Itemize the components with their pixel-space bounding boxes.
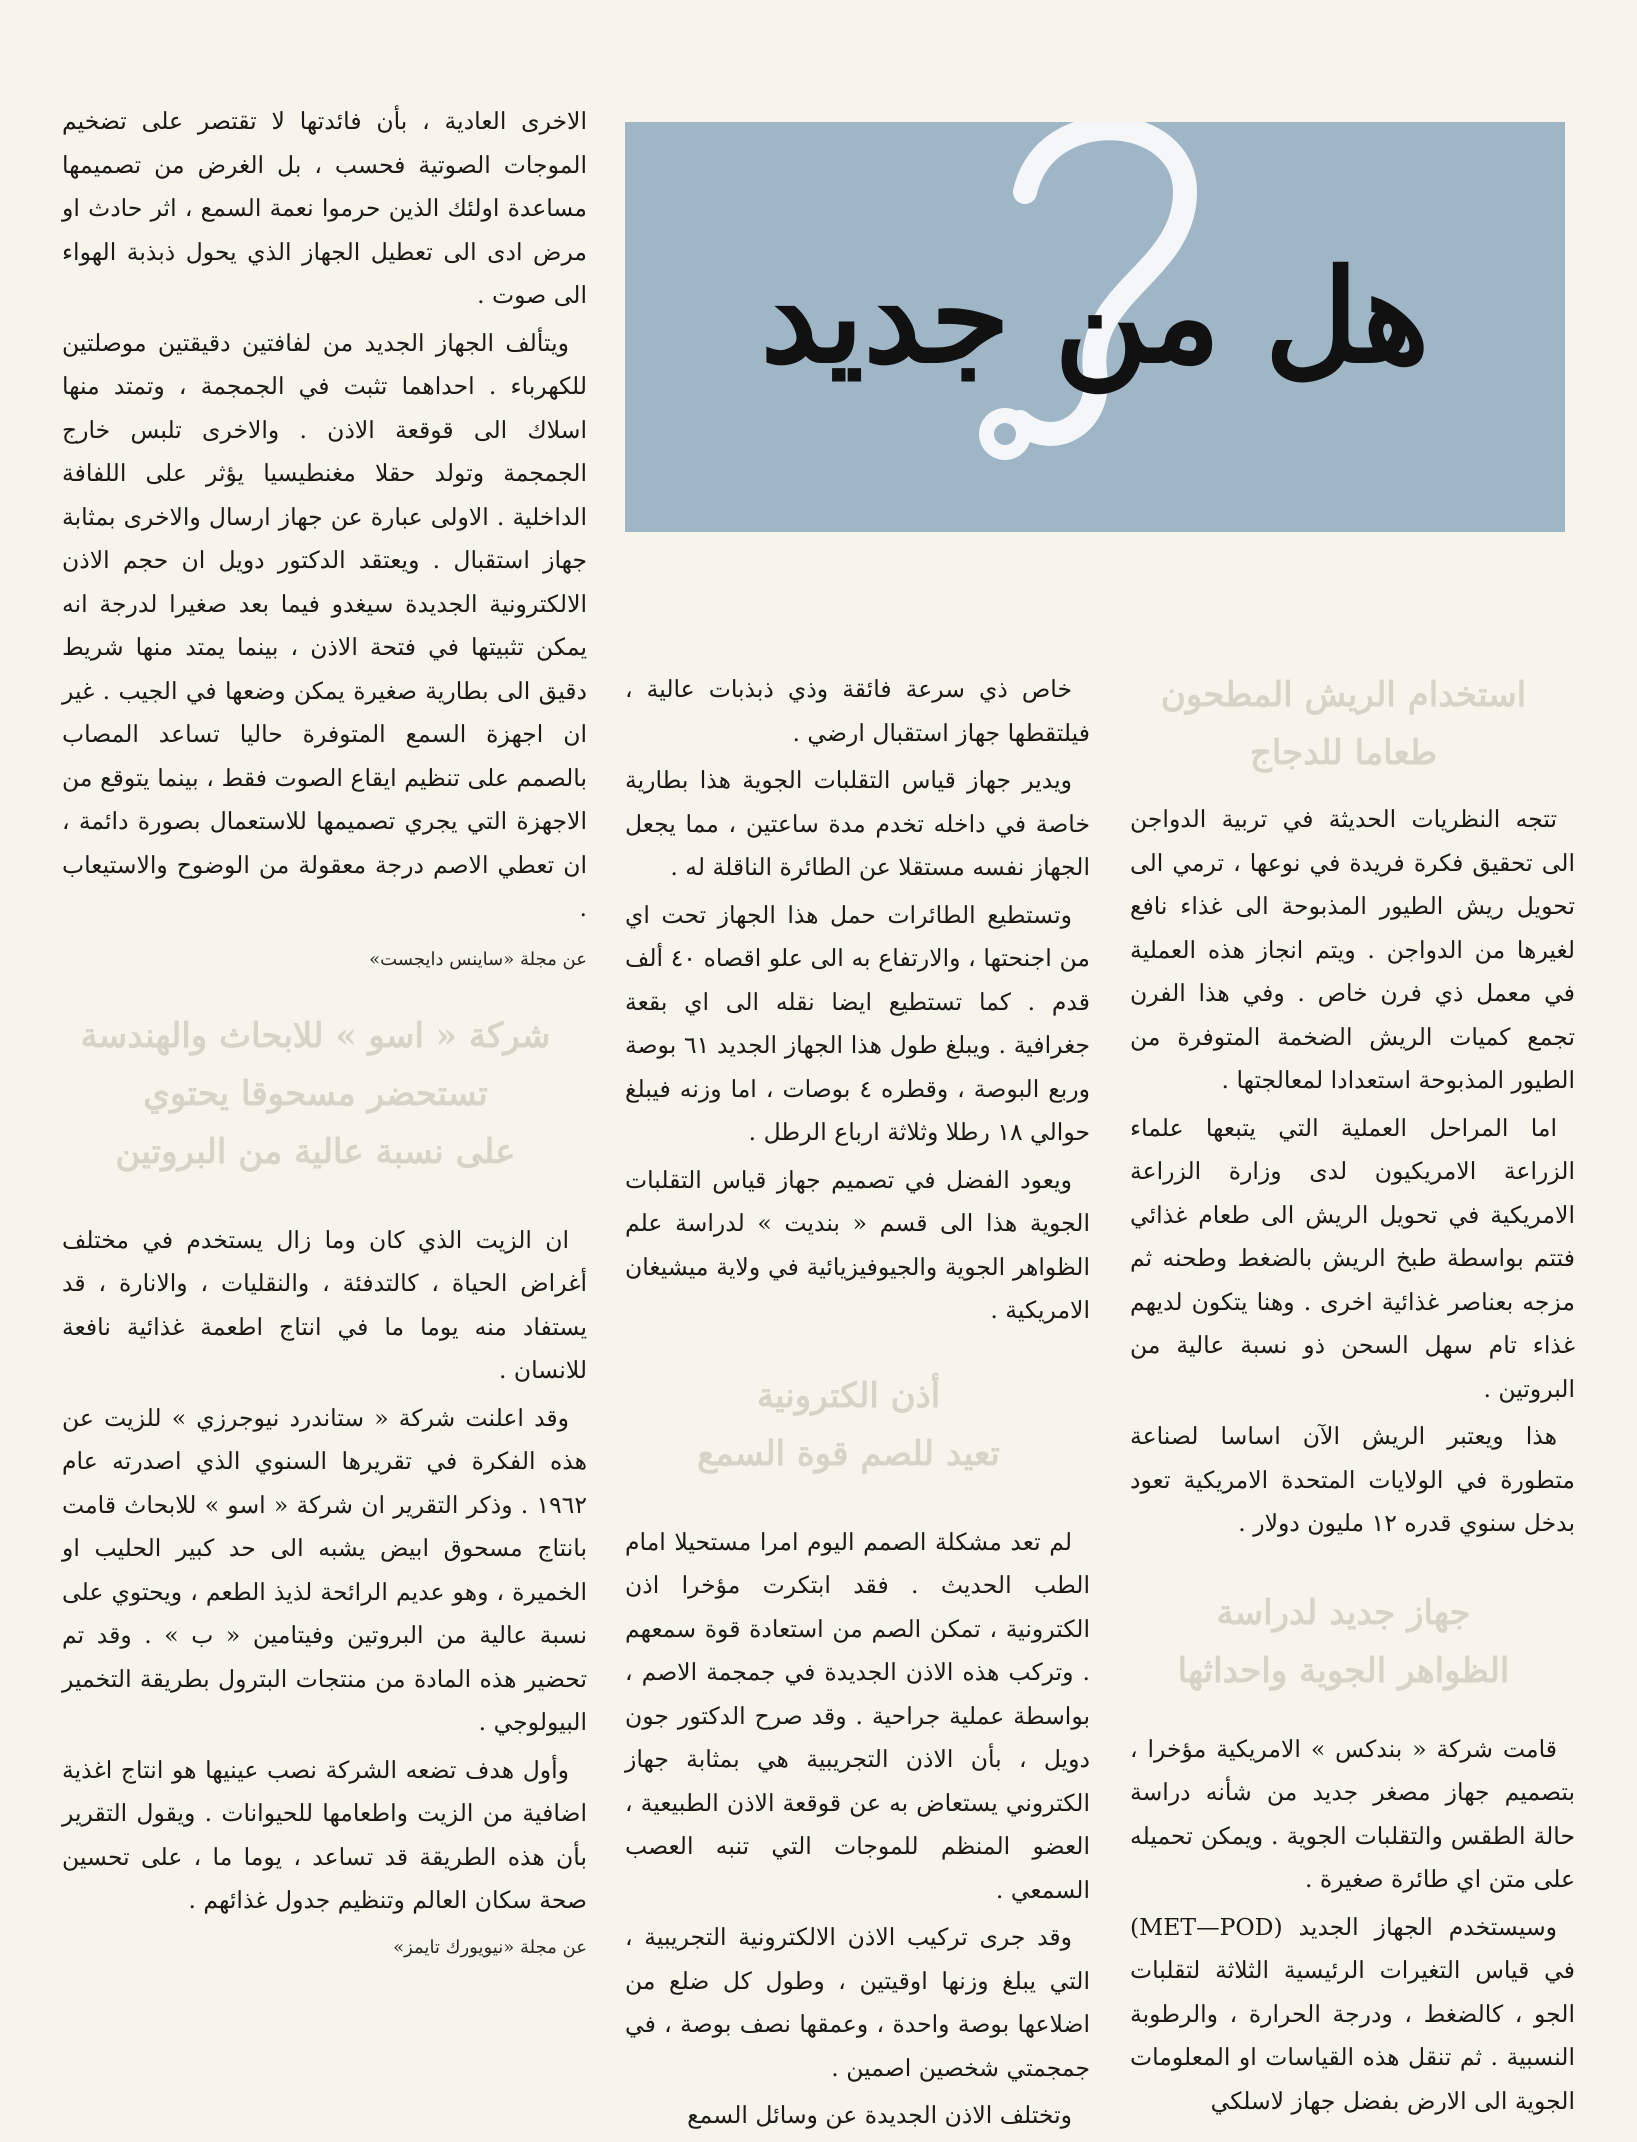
paragraph: وتختلف الاذن الجديدة عن وسائل السمع [687, 2101, 1072, 2129]
heading-line: تعيد للصم قوة السمع [697, 1433, 1000, 1474]
paragraph: قامت شركة « بندكس » الامريكية مؤخرا ، بتصميم جهاز مصغر جديد من شأنه دراسة حالة الطقس والتقلبات الجوية . ويمكن تحميله على متن اي طائرة صغيرة . [1130, 1734, 1575, 1893]
title-banner [625, 122, 1565, 532]
paragraph: الاخرى العادية ، بأن فائدتها لا تقتصر على تضخيم الموجات الصوتية فحسب ، بل الغرض من تصميمها مساعدة اولئك الذين حرموا نعمة السمع ، اثر حادث او مرض ادى الى تعطيل الجهاز الذي يحول ذبذبة الهواء الى صوت . [62, 107, 587, 309]
paragraph: وقد اعلنت شركة « ستاندرد نيوجرزي » للزيت عن هذه الفكرة في تقريرها السنوي الذي اصدرته عام ١٩٦٢ . وذكر التقرير ان شركة « اسو » للابحاث قامت بانتاج مسحوق ابيض يشبه الى حد كبير الحليب او الخميرة ، وهو عديم الرائحة لذيذ الطعم ، ويحتوي على نسبة عالية من البروتين وفيتامين « ب » . وقد تم تحضير هذه المادة من منتجات البترول بطريقة التخمير البيولوجي . [62, 1403, 587, 1736]
source-credit: عن مجلة «نيويورك تايمز» [393, 1936, 587, 1958]
article-heading-feathers [1130, 668, 1575, 780]
heading-line: الظواهر الجوية واحداثها [1177, 1650, 1510, 1691]
paragraph: خاص ذي سرعة فائقة وذي ذبذبات عالية ، فيلتقطها جهاز استقبال ارضي . [625, 675, 1090, 747]
heading-line: جهاز جديد لدراسة [1216, 1592, 1471, 1633]
paragraph: لم تعد مشكلة الصمم اليوم امرا مستحيلا امام الطب الحديث . فقد ابتكرت مؤخرا اذن الكترونية ، تمكن الصم من استعادة قوة سمعهم . وتركب هذه الاذن الجديدة في جمجمة الاصم ، بواسطة عملية جراحية . وقد صرح الدكتور جون دويل ، بأن الاذن التجريبية هي بمثابة جهاز الكتروني يستعاض به عن قوقعة الاذن الطبيعية ، العضو المنظم للموجات التي تنبه العصب السمعي . [625, 1527, 1090, 1904]
paragraph: هذا ويعتبر الريش الآن اساسا لصناعة متطورة في الولايات المتحدة الامريكية تعود بدخل سنوي قدره ١٢ مليون دولار . [1130, 1422, 1575, 1537]
paragraph: وقد جرى تركيب الاذن الالكترونية التجريبية ، التي يبلغ وزنها اوقيتين ، وطول كل ضلع من اضلاعها بوصة واحدة ، وعمقها نصف بوصة ، في جمجمتي شخصين اصمين . [625, 1923, 1090, 2082]
paragraph: تتجه النظريات الحديثة في تربية الدواجن الى تحقيق فكرة فريدة في نوعها ، ترمي الى تحويل ريش الطيور المذبوحة الى غذاء نافع لغيرها من الدواجن . ويتم انجاز هذه العملية في معمل ذي فرن خاص . وفي هذا الفرن تجمع كميات الريش الضخمة المتوفرة من الطيور المذبوحة استعدادا لمعالجتها . [1130, 805, 1575, 1094]
right-column [1130, 668, 1575, 2123]
paragraph: وأول هدف تضعه الشركة نصب عينيها هو انتاج اغذية اضافية من الزيت واطعامها للحيوانات . ويقول التقرير بأن هذه الطريقة قد تساعد ، يوما ما ، على تحسين صحة سكان العالم وتنظيم جدول غذائهم . [62, 1755, 587, 1914]
heading-line: أذن الكترونية [756, 1375, 941, 1416]
heading-line: استخدام الريش المطحون [1160, 675, 1527, 715]
heading-line: طعاما للدجاج [1249, 733, 1438, 773]
paragraph: وسيستخدم الجهاز الجديد (MET—POD) في قياس التغيرات الرئيسية الثلاثة لتقلبات الجو ، كالضغط ، ودرجة الحرارة ، والرطوبة النسبية . ثم تنقل هذه القياسات او المعلومات الجوية الى الارض بفضل جهاز لاسلكي [1130, 1912, 1575, 2115]
page-title: هل من جديد [760, 242, 1430, 392]
paragraph: وتستطيع الطائرات حمل هذا الجهاز تحت اي من اجنحتها ، والارتفاع به الى علو اقصاه ٤٠ ألف قدم . كما تستطيع ايضا نقله الى اي بقعة جغرافية . ويبلغ طول هذا الجهاز الجديد ٦١ بوصة وربع البوصة ، وقطره ٤ بوصات ، اما وزنه فيبلغ حوالي ١٨ رطلا وثلاثة ارباع الرطل . [625, 900, 1091, 1146]
article-heading-weather [1130, 1586, 1575, 1698]
paragraph: ان الزيت الذي كان وما زال يستخدم في مختلف أغراض الحياة ، كالتدفئة ، والنقليات ، والانارة ، قد يستفاد منه يوما ما في انتاج اطعمة غذائية نافعة للانسان . [62, 1225, 587, 1384]
paragraph: ويدير جهاز قياس التقلبات الجوية هذا بطارية خاصة في داخله تخدم مدة ساعتين ، مما يجعل الجهاز نفسه مستقلا عن الطائرة الناقلة له . [625, 766, 1090, 881]
source-credit: عن مجلة «ساينس دايجست» [369, 948, 587, 970]
paragraph: اما المراحل العملية التي يتبعها علماء الزراعة الامريكيون لدى وزارة الزراعة الامريكية في تحويل الريش الى طعام غذائي فتتم بواسطة طبخ الريش بالضغط وطحنه ثم مزجه بعناصر غذائية اخرى . وهنا يتكون لديهم غذاء تام سهل السحن ذو نسبة عالية من البروتين . [1130, 1113, 1575, 1403]
article-heading-ear [625, 1369, 1090, 1481]
paragraph: ويتألف الجهاز الجديد من لفافتين دقيقتين موصلتين للكهرباء . احداهما تثبت في الجمجمة ، وتمتد منها اسلاك الى قوقعة الاذن . والاخرى تلبس خارج الجمجمة وتولد حقلا مغنطيسيا يؤثر على اللفافة الداخلية . الاولى عبارة عن جهاز ارسال والاخرى بمثابة جهاز استقبال . ويعتقد الدكتور دويل ان حجم الاذن الالكترونية الجديدة سيغدو فيما بعد صغيرا لدرجة انه يمكن تثبيتها في فتحة الاذن ، بينما يمتد منها شريط دقيق الى بطارية صغيرة يمكن وضعها في الجيب . غير ان اجهزة السمع المتوفرة حاليا تساعد المصاب بالصمم على تنظيم ايقاع الصوت فقط ، بينما يتوقع من الاجهزة التي يجري تصميمها للاستعمال بصورة دائمة ، ان تعطي الاصم درجة معقولة من الوضوح والاستيعاب . [62, 328, 587, 922]
left-column [62, 100, 587, 1963]
heading-line: شركة « اسو » للابحاث والهندسة [80, 1015, 551, 1056]
heading-line: على نسبة عالية من البروتين [115, 1131, 516, 1172]
article-heading-protein [62, 1009, 587, 1179]
heading-line: تستحضر مسحوقا يحتوي [143, 1073, 488, 1114]
paragraph: ويعود الفضل في تصميم جهاز قياس التقلبات الجوية هذا الى قسم « بنديت » لدراسة علم الظواهر الجوية والجيوفيزيائية في ولاية ميشيغان الامريكية . [625, 1165, 1090, 1324]
middle-column [625, 668, 1090, 2138]
